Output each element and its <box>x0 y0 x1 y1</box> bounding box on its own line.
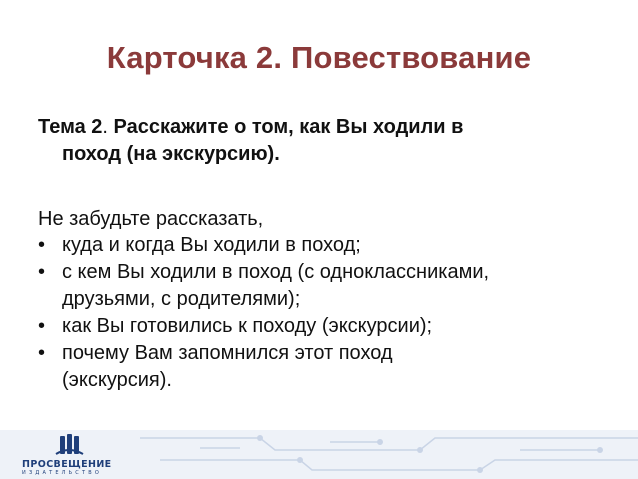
bullet-dot: • <box>38 261 46 283</box>
bullet-line: друзьями, с родителями); <box>62 288 301 310</box>
bullet-item <box>38 259 608 313</box>
bullet-item <box>38 232 608 259</box>
bullet-line: (экскурсия). <box>62 369 172 391</box>
logo-name: ПРОСВЕЩЕНИЕ <box>22 459 112 470</box>
bullet-dot: • <box>38 342 46 364</box>
topic-label: Тема 2 <box>38 116 103 138</box>
bullet-item <box>38 340 608 394</box>
bullet-line: как Вы готовились к походу (экскурсии); <box>62 315 433 337</box>
topic-block <box>38 114 598 168</box>
bullet-dot: • <box>38 234 46 256</box>
bullet-item <box>38 313 608 340</box>
intro-text: Не забудьте рассказать, <box>38 208 264 230</box>
bullet-line: куда и когда Вы ходили в поход; <box>62 234 361 256</box>
topic-separator: . <box>102 116 108 138</box>
bullet-list <box>38 232 608 394</box>
logo-subtitle: ИЗДАТЕЛЬСТВО <box>22 470 102 476</box>
slide-title: Карточка 2. Повествование <box>106 40 532 75</box>
topic-line-1: Расскажите о том, как Вы ходили в <box>107 116 464 138</box>
bullet-line: с кем Вы ходили в поход (с одноклассниками, <box>62 261 490 283</box>
bullet-dot: • <box>38 315 46 337</box>
bullet-line: почему Вам запомнился этот поход <box>62 342 393 364</box>
topic-line-2: поход (на экскурсию). <box>62 143 280 165</box>
